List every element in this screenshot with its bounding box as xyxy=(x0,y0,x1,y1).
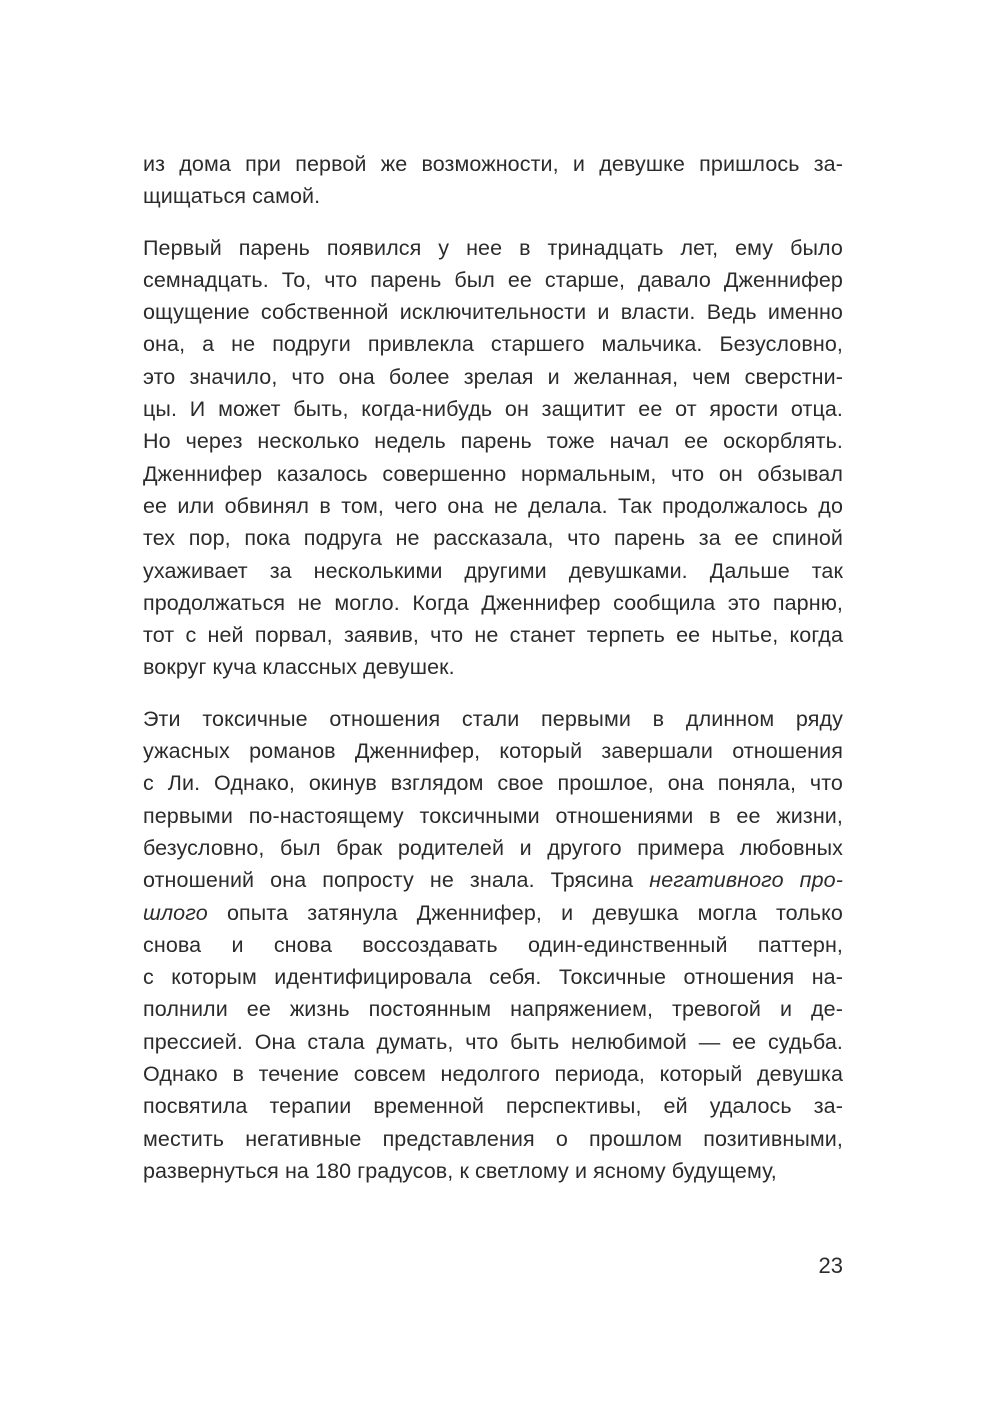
paragraph xyxy=(143,232,843,684)
text-line: Но через несколько недель парень тоже начал ее оскорблять. xyxy=(143,429,843,454)
text-line: она, а не подруги привлекла старшего мальчика. Безусловно, xyxy=(143,332,843,357)
text-line: Эти токсичные отношения стали первыми в длинном ряду xyxy=(143,706,843,731)
text-line: снова и снова воссоздавать один-единственный паттерн, xyxy=(143,932,843,957)
body-text xyxy=(143,148,843,1206)
italic-text-run: шлого xyxy=(143,900,208,925)
text-line: это значило, что она более зрелая и желанная, чем сверстни- xyxy=(143,364,843,389)
text-line: ухаживает за несколькими другими девушками. Дальше так xyxy=(143,558,843,583)
text-line: щищаться самой. xyxy=(143,184,321,209)
text-line: ужасных романов Дженнифер, который завершали отношения xyxy=(143,739,843,764)
text-line xyxy=(143,864,843,896)
text-line: местить негативные представления о прошлом позитивными, xyxy=(143,1126,843,1151)
page-number: 23 xyxy=(818,1253,843,1278)
text-line: цы. И может быть, когда-нибудь он защитит ее от ярости отца. xyxy=(143,397,843,422)
text-line: продолжаться не могло. Когда Дженнифер сообщила это парню, xyxy=(143,590,843,615)
text-line: тот с ней порвал, заявив, что не станет терпеть ее нытье, когда xyxy=(143,623,843,648)
text-line: посвятила терапии временной перспективы, ей удалось за- xyxy=(143,1094,843,1119)
text-line: с которым идентифицировала себя. Токсичные отношения на- xyxy=(143,965,843,990)
text-line: безусловно, был брак родителей и другого примера любовных xyxy=(143,835,843,860)
text-line: развернуться на 180 градусов, к светлому и ясному будущему, xyxy=(143,1158,777,1183)
text-line xyxy=(143,897,843,929)
text-line: ощущение собственной исключительности и власти. Ведь именно xyxy=(143,300,843,325)
text-line: Дженнифер казалось совершенно нормальным, что он обзывал xyxy=(143,461,843,486)
text-line: прессией. Она стала думать, что быть нелюбимой — ее судьба. xyxy=(143,1029,843,1054)
text-line: Однако в течение совсем недолгого периода, который девушка xyxy=(143,1062,843,1087)
text-line: ее или обвинял в том, чего она не делала. Так продолжалось до xyxy=(143,493,843,518)
italic-text-run: негативного про- xyxy=(649,868,843,893)
text-line: с Ли. Однако, окинув взглядом свое прошлое, она поняла, что xyxy=(143,771,843,796)
text-line: семнадцать. То, что парень был ее старше, давало Дженнифер xyxy=(143,267,843,292)
text-line: полнили ее жизнь постоянным напряжением, тревогой и де- xyxy=(143,997,843,1022)
text-line: первыми по-настоящему токсичными отношениями в ее жизни, xyxy=(143,803,843,828)
paragraph xyxy=(143,703,843,1187)
text-run: опыта затянула Дженнифер, и девушка могла только xyxy=(207,900,843,925)
text-run: отношений она попросту не знала. Трясина xyxy=(143,868,650,893)
text-line: вокруг куча классных девушек. xyxy=(143,655,455,680)
text-line: тех пор, пока подруга не рассказала, что парень за ее спиной xyxy=(143,526,843,551)
paragraph xyxy=(143,148,843,213)
text-line: из дома при первой же возможности, и девушке пришлось за- xyxy=(143,152,843,176)
text-line: Первый парень появился у нее в тринадцать лет, ему было xyxy=(143,235,843,260)
